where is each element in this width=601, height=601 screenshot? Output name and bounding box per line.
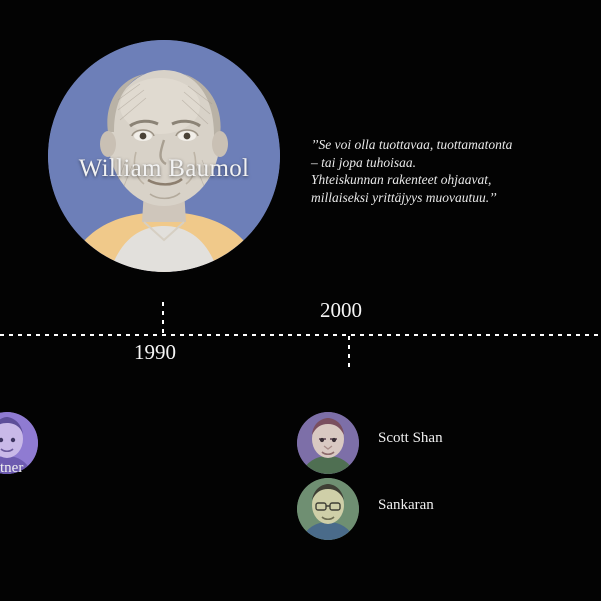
quote-line-4: millaiseksi yrittäjyys muovautuu.’’ (311, 189, 497, 205)
timeline-tick-1990 (162, 302, 164, 334)
quote-line-3: Yhteiskunnan rakenteet ohjaavat, (311, 172, 492, 187)
timeline-year-1990: 1990 (134, 340, 176, 364)
timeline-tick-2000 (348, 336, 350, 368)
quote-line-2: – tai jopa tuhoisaa. (311, 154, 417, 170)
quote-line-1: ’’Se voi olla tuottavaa, tuottamatonta (311, 137, 513, 152)
sankaran-label: Sankaran (378, 497, 434, 513)
scott-shan-label: Scott Shan (378, 430, 443, 446)
quote-block (311, 136, 579, 206)
timeline-year-2000: 2000 (320, 298, 362, 322)
page-title: William Baumol (78, 155, 250, 182)
sankaran-portrait (297, 478, 359, 540)
partner-label: tner (0, 460, 24, 476)
timeline-axis (0, 334, 601, 336)
scott-shan-portrait (297, 412, 359, 474)
